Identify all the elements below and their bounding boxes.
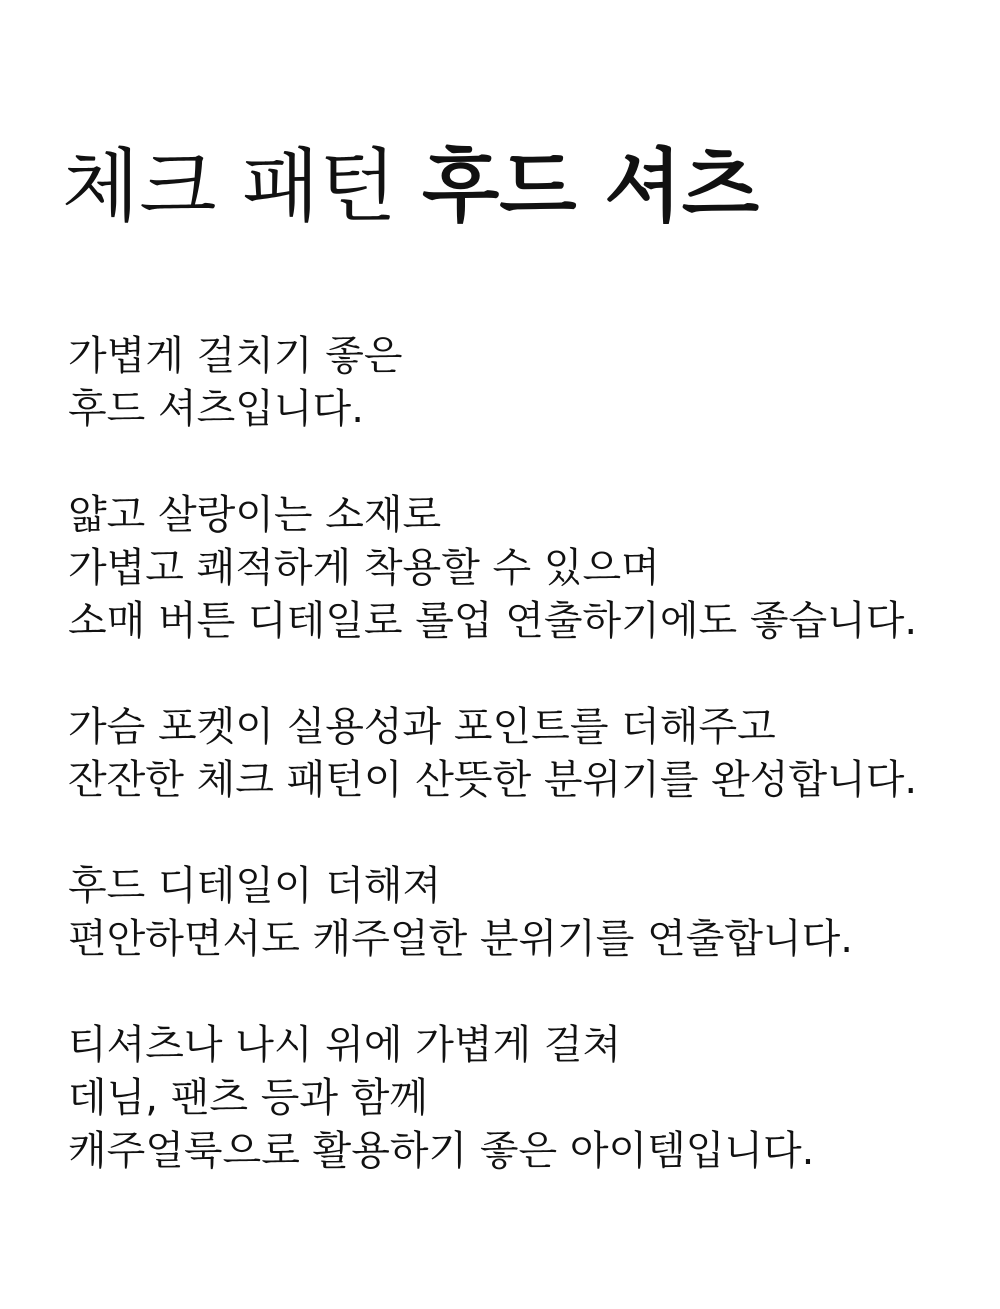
title-part-product: 후드 셔츠 — [422, 139, 759, 233]
paragraph-styling — [68, 1019, 968, 1178]
paragraph-line: 편안하면서도 캐주얼한 분위기를 연출합니다. — [68, 916, 854, 962]
paragraph-line: 후드 디테일이 더해져 — [68, 863, 442, 909]
paragraph-line: 데님, 팬츠 등과 함께 — [68, 1075, 428, 1121]
paragraph-line: 가볍고 쾌적하게 착용할 수 있으며 — [68, 545, 660, 591]
product-title — [62, 138, 759, 235]
paragraph-line: 후드 셔츠입니다. — [68, 386, 364, 432]
paragraph-line: 얇고 살랑이는 소재로 — [68, 492, 442, 538]
paragraph-intro — [68, 330, 968, 436]
title-part-pattern: 체크 패턴 — [62, 140, 397, 233]
paragraph-line: 캐주얼룩으로 활용하기 좋은 아이템입니다. — [68, 1128, 815, 1174]
paragraph-hood — [68, 860, 968, 966]
paragraph-line: 가슴 포켓이 실용성과 포인트를 더해주고 — [68, 704, 776, 750]
paragraph-line: 티셔츠나 나시 위에 가볍게 걸쳐 — [68, 1022, 622, 1068]
paragraph-line: 소매 버튼 디테일로 롤업 연출하기에도 좋습니다. — [68, 598, 918, 644]
paragraph-material — [68, 489, 968, 648]
description-body — [68, 330, 968, 1231]
paragraph-pocket — [68, 701, 968, 807]
paragraph-line: 가볍게 걸치기 좋은 — [68, 333, 403, 379]
paragraph-line: 잔잔한 체크 패턴이 산뜻한 분위기를 완성합니다. — [68, 757, 918, 803]
